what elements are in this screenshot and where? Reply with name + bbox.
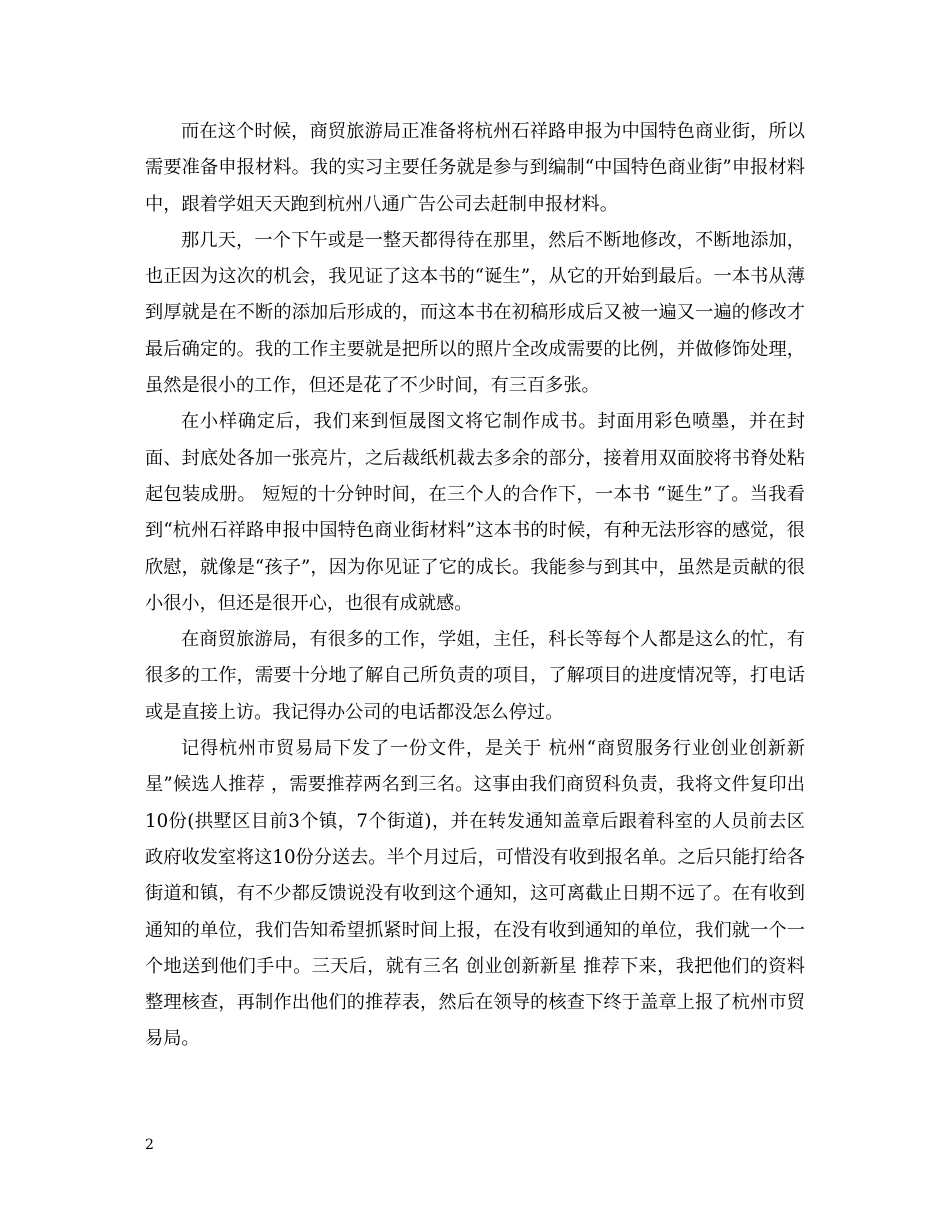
paragraph-2: 那几天，一个下午或是一整天都得待在那里，然后不断地修改，不断地添加，也正因为这次的机会，我见证了这本书的“诞生”，从它的开始到最后。一本书从薄到厚就是在不断的添加后形成的，而这本书在初稿形成后又被一遍又一遍的修改才最后确定的。我的工作主要就是把所以的照片全改成需要的比例，并做修饰处理，虽然是很小的工作，但还是花了不少时间，有三百多张。 xyxy=(145,229,805,397)
paragraph-3: 在小样确定后，我们来到恒晟图文将它制作成书。封面用彩色喷墨，并在封面、封底处各加一张亮片，之后裁纸机裁去多余的部分，接着用双面胶将书脊处粘起包装成册。 短短的十分钟时间，在三个人的合作下，一本书 “诞生”了。当我看到“杭州石祥路申报中国特色商业街材料”这本书的时候，有种无法形容的感觉，很欣慰，就像是“孩子”，因为你见证了它的成长。我能参与到其中，虽然是贡献的很小很小，但还是很开心，也很有成就感。 xyxy=(145,411,805,614)
paragraph-1: 而在这个时候，商贸旅游局正准备将杭州石祥路申报为中国特色商业街，所以需要准备申报材料。我的实习主要任务就是参与到编制“中国特色商业街”申报材料中，跟着学姐天天跑到杭州八通广告公司去赶制申报材料。 xyxy=(145,121,805,215)
paragraph-5: 记得杭州市贸易局下发了一份文件，是关于 杭州“商贸服务行业创业创新新星”候选人推荐 ，需要推荐两名到三名。这事由我们商贸科负责，我将文件复印出10份(拱墅区目前3个镇，7个街道)，并在转发通知盖章后跟着科室的人员前去区政府收发室将这10份分送去。半个月过后，可惜没有收到报名单。之后只能打给各街道和镇，有不少都反馈说没有收到这个通知，这可离截止日期不远了。在有收到通知的单位，我们告知希望抓紧时间上报，在没有收到通知的单位，我们就一个一个地送到他们手中。三天后，就有三名 创业创新新星 推荐下来，我把他们的资料整理核查，再制作出他们的推荐表，然后在领导的核查下终于盖章上报了杭州市贸易局。 xyxy=(145,738,805,1050)
page-number: 2 xyxy=(145,1137,154,1153)
paragraph-4: 在商贸旅游局，有很多的工作，学姐，主任，科长等每个人都是这么的忙，有很多的工作，需要十分地了解自己所负责的项目，了解项目的进度情况等，打电话或是直接上访。我记得办公司的电话都没怎么停过。 xyxy=(145,629,805,723)
document-body xyxy=(145,114,805,1058)
